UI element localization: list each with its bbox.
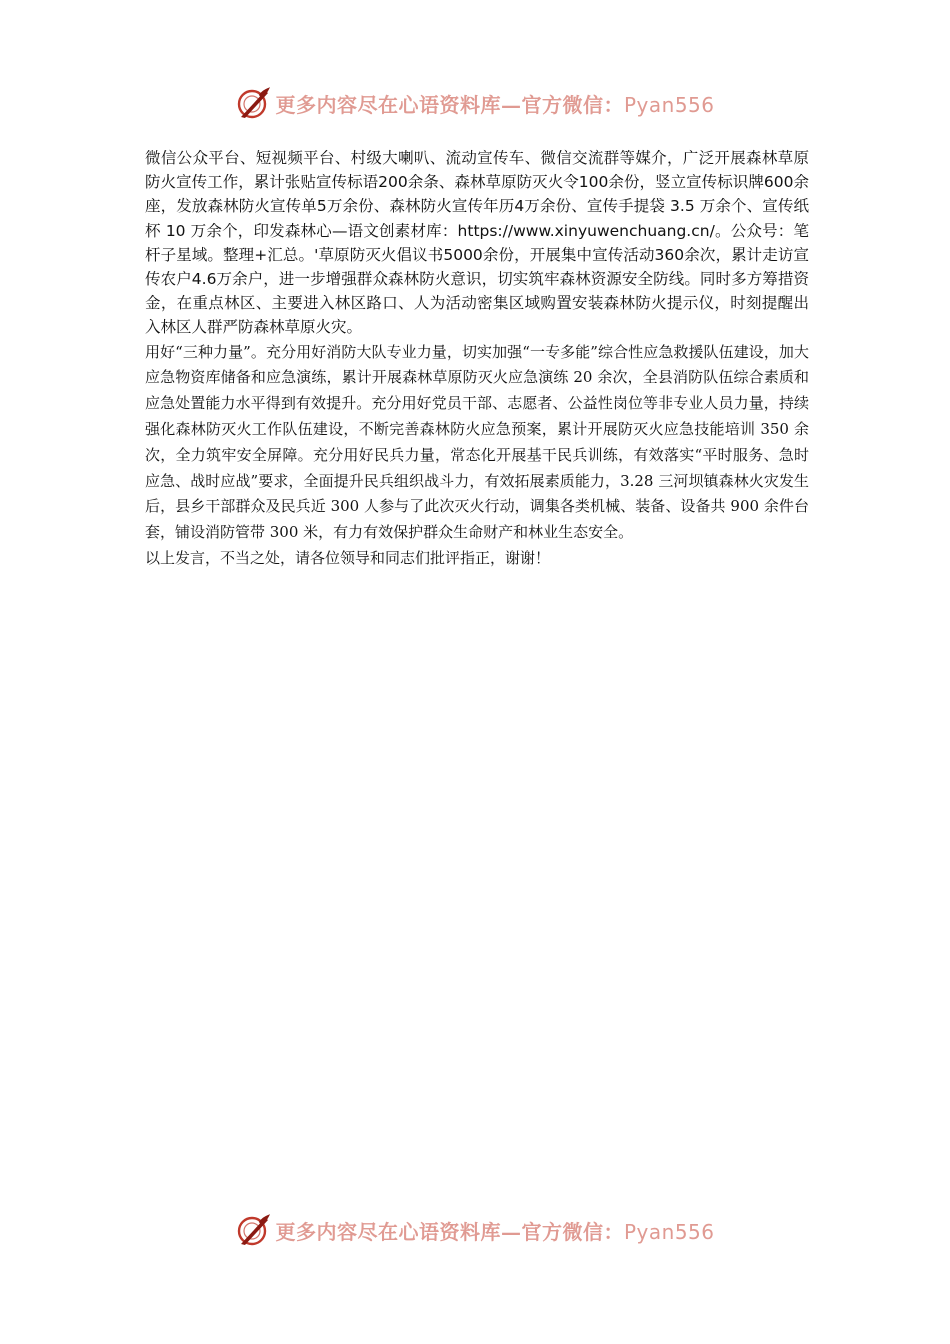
quill-seal-icon [235,85,271,121]
paragraph-closing: 以上发言，不当之处，请各位领导和同志们批评指正，谢谢！ [145,549,551,567]
watermark-wechat-id: Pyan556 [623,1219,715,1244]
header-watermark [0,83,950,123]
paragraph-publicity: 微信公众平台、短视频平台、村级大喇叭、流动宣传车、微信交流群等媒介，广泛开展森林草原防火宣传工作，累计张贴宣传标语200余条、森林草原防灭火令100余份，竖立宣传标识牌600余座，发放森林防火宣传单5万余份、森林防火宣传年历4万余份、宣传手提袋 3.5 万余个、宣传纸杯 10 万余个，印发森林心—语文创素材库：https://www.xinyuwenchuang.cn/。公众号：笔杆子星域。整理+汇总。'草原防灭火倡议书5000余份，开展集中宣传活动360余次，累计走访宣传农户4.6万余户，进一步增强群众森林防火意识，切实筑牢森林资源安全防线。同时多方筹措资金，在重点林区、主要进入林区路口、人为活动密集区域购置安装森林防火提示仪，时刻提醒出入林区人群严防森林草原火灾。 [145,149,809,337]
watermark-text: 更多内容尽在心语资料库—官方微信：Pyan556 [275,92,715,117]
watermark-wechat-id: Pyan556 [623,92,715,117]
paragraph-three-forces: 用好“三种力量”。充分用好消防大队专业力量，切实加强“一专多能”综合性应急救援队伍建设，加大应急物资库储备和应急演练，累计开展森林草原防灭火应急演练 20 余次，全县消防队伍综合素质和应急处置能力水平得到有效提升。充分用好党员干部、志愿者、公益性岗位等非专业人员力量，持续强化森林防灭火工作队伍建设，不断完善森林防火应急预案，累计开展防灭火应急技能培训 350 余次，全力筑牢安全屏障。充分用好民兵力量，常态化开展基干民兵训练，有效落实“平时服务、急时应急、战时应战”要求，全面提升民兵组织战斗力，有效拓展素质能力，3.28 三河坝镇森林火灾发生后，县乡干部群众及民兵近 300 人参与了此次灭火行动，调集各类机械、装备、设备共 900 余件台套，铺设消防管带 300 米，有力有效保护群众生命财产和林业生态安全。 [145,342,809,542]
watermark-text: 更多内容尽在心语资料库—官方微信：Pyan556 [275,1219,715,1244]
quill-seal-icon [235,1212,271,1248]
footer-watermark [0,1210,950,1250]
document-body [145,146,809,572]
